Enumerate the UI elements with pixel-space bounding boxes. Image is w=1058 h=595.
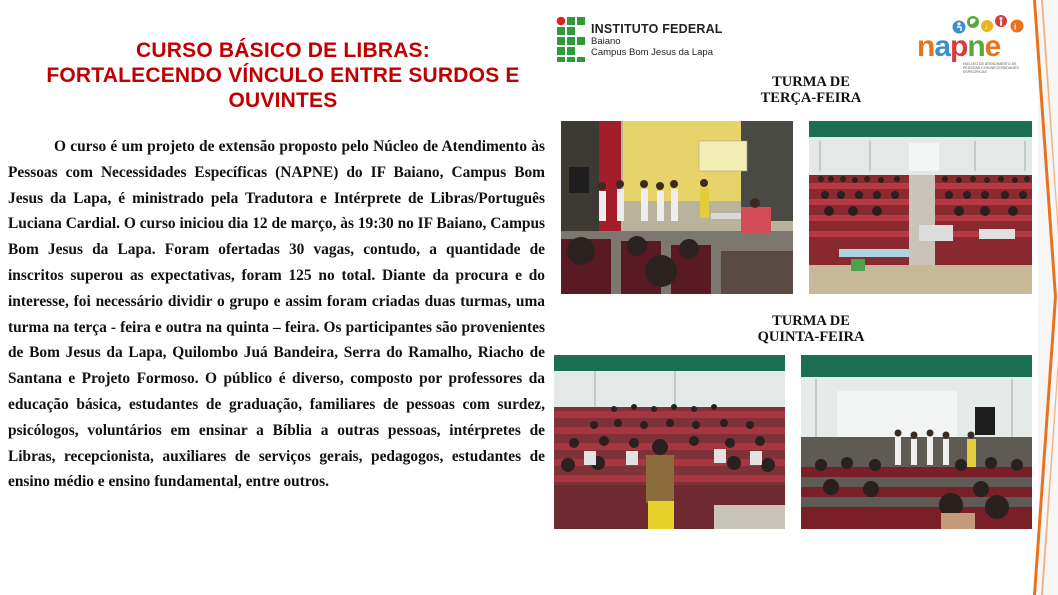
if-logo-sub-2: Campus Bom Jesus da Lapa bbox=[591, 47, 713, 58]
title-line-3: OUVINTES bbox=[228, 89, 338, 112]
photo-quinta-audience bbox=[554, 355, 785, 529]
if-logo-name: INSTITUTO FEDERAL bbox=[591, 22, 723, 36]
if-logo-sub-1: Baiano bbox=[591, 36, 621, 47]
photo-terca-auditorium bbox=[809, 121, 1036, 294]
title-line-1: CURSO BÁSICO DE LIBRAS: bbox=[136, 39, 430, 62]
photo-terca-presenters bbox=[561, 121, 793, 294]
instituto-federal-logo bbox=[556, 16, 726, 64]
slide-edge-decoration bbox=[1032, 0, 1058, 595]
napne-wordmark: napne bbox=[917, 30, 1001, 63]
svg-text:♪: ♪ bbox=[984, 22, 988, 32]
if-grid-icon bbox=[556, 16, 586, 62]
body-paragraph: O curso é um projeto de extensão proposto pelo Núcleo de Atendimento às Pessoas com Necessidades Específicas (NAPNE) do IF Baiano, Campus Bom Jesus da Lapa, é ministrado pela Tradutora e Intérprete de Libras/Português Luciana Cardial. O curso iniciou dia 12 de março, às 19:30 no IF Baiano, Campus Bom Jesus da Lapa. Foram ofertadas 30 vagas, contudo, a quantidade de inscritos superou as expectativas, foram 125 no total. Diante da procura e do interesse, foi necessário dividir o grupo e assim foram criadas duas turmas, uma turma na terça - feira e outra na quinta – feira. Os participantes são provenientes de Bom Jesus da Lapa, Quilombo Juá Bandeira, Serra do Ramalho, Riacho de Santana e Projeto Formoso. O público é diverso, composto por professores da educação básica, estudantes de graduação, familiares de pessoas com surdez, psicólogos, voluntários em ensinar a Bíblia a outras pessoas, intérpretes de Libras, recepcionista, auxiliares de serviços gerais, pedagogos, estudantes de ensino médio e ensino fundamental, entre outros. bbox=[8, 138, 545, 491]
slide-title bbox=[18, 38, 548, 113]
napne-logo bbox=[917, 14, 1029, 72]
svg-text:i: i bbox=[1014, 22, 1017, 32]
turma-quinta-label: TURMA DE QUINTA-FEIRA bbox=[757, 313, 865, 345]
photo-quinta-presenters bbox=[801, 355, 1035, 529]
title-line-2: FORTALECENDO VÍNCULO ENTRE SURDOS E bbox=[46, 64, 520, 87]
turma-terca-label: TURMA DE TERÇA-FEIRA bbox=[760, 74, 862, 106]
napne-caption: NÚCLEO DE ATENDIMENTO ÀS PESSOAS COM NECESSIDADES ESPECÍFICAS bbox=[963, 62, 1019, 74]
